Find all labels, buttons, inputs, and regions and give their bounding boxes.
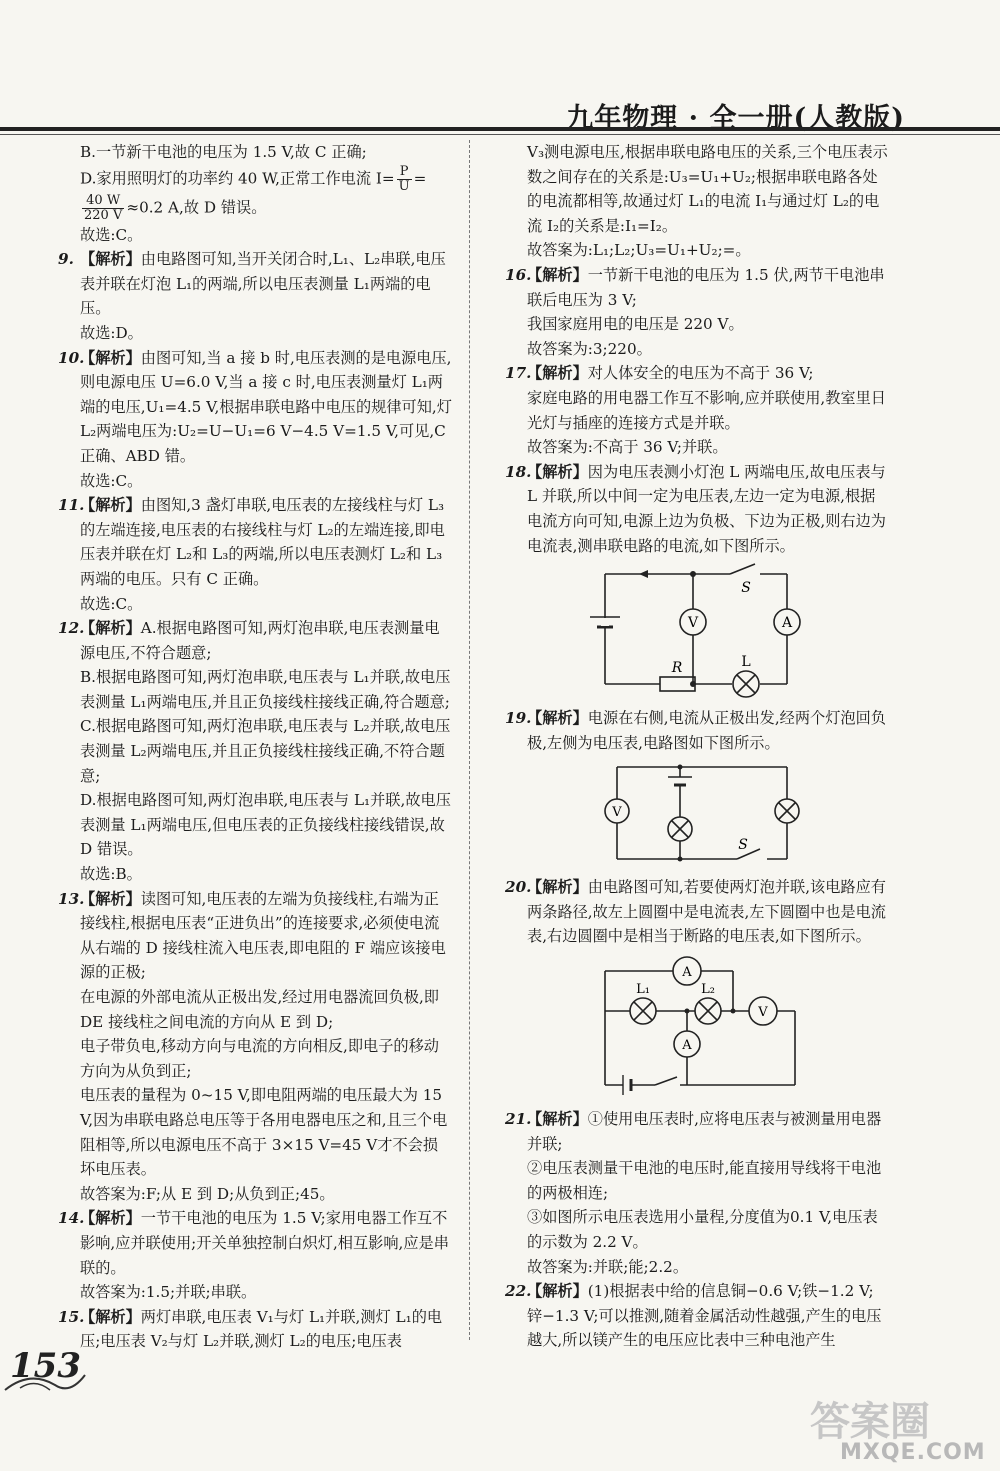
q16-para-2: 我国家庭用电的电压是 220 V。 [527,315,744,334]
svg-text:答案圈: 答案圈 [810,1399,930,1445]
q15: 15.【解析】两灯串联,电压表 V₁与灯 L₁并联,测灯 L₁的电压;电压表 V₂与灯 L₂并联,测灯 L₂的电压;电压表 [58,1307,443,1351]
q10: 10.【解析】由图可知,当 a 接 b 时,电压表测的是电源电压,则电源电压 U=6.0 V,当 a 接 c 时,电压表测量灯 L₁两端的电压,U₁=4.5 V,根据串联电路中电压的规律可知,灯 L₂两端电压为:U₂=U−U₁=6 V−4.5 V=1.5 V,可见,C 正确、ABD 错。 [58,348,452,465]
q13-para-4: 电压表的量程为 0~15 V,即电阻两端的电压最大为 15 V,因为串联电路总电压等于各用电器电压之和,且三个电阻相等,所以电源电压不高于 3×15 V=45 V才不会损坏电压表。 [80,1086,448,1179]
header-title: 九年物理 · 全一册(人教版) [566,103,905,134]
ammeter-bottom-label: A [682,1038,692,1054]
voltmeter-label: V [687,615,699,632]
lamp1-label: L₁ [636,982,650,998]
page-header [0,0,1000,135]
q14-answer: 故答案为:1.5;并联;串联。 [80,1283,257,1302]
q20: 20.【解析】由电路图可知,若要使两灯泡并联,该电路应有两条路径,故左上圆圈中是电流表,左下圆圈中也是电流表,右边圆圈中是相当于断路的电压表,如下图所示。 [505,878,886,946]
q12-option-d: D.根据电路图可知,两灯泡串联,电压表与 L₁并联,故电压表测量 L₁两端电压,但电压表的正负接线柱接线错误,故 D 错误。 [80,791,451,859]
page-number: 153 [10,1346,81,1386]
lamp2-label: L₂ [701,982,715,998]
q17-para-2: 家庭电路的用电器工作互不影响,应并联使用,教室里日光灯与插座的连接方式是并联。 [527,388,886,432]
voltmeter-label: V [758,1005,768,1021]
circuit-diagram-19 [505,759,888,871]
q12-option-b: B.根据电路图可知,两灯泡串联,电压表与 L₁并联,故电压表测量 L₁两端电压,并且正负接线柱接线正确,符合题意; [80,668,451,711]
q15-answer: 故答案为:L₁;L₂;U₃=U₁+U₂;=。 [527,241,751,260]
watermark-text: MXQE.COM [840,1440,986,1465]
q11-answer: 故选:C。 [80,594,143,613]
header-rule-thin [0,134,1000,135]
q13-answer: 故答案为:F;从 E 到 D;从负到正;45。 [80,1184,335,1203]
q8-line-calc: $\frac{40 W}{220 V}$ ≈0.2 A,故 D 错误。 [84,192,267,223]
q9-answer: 故选:D。 [80,323,143,342]
q12: 12.【解析】A.根据电路图可知,两灯泡串联,电压表测量电源电压,不符合题意; [58,619,440,662]
switch-label: S [741,580,751,597]
q11: 11.【解析】由图知,3 盏灯串联,电压表的左接线柱与灯 L₃的左端连接,电压表的右接线柱与灯 L₂的左端连接,即电压表并联在灯 L₂和 L₃的两端,所以电压表测灯 L₂和 L₃两端的电压。只有 C 正确。 [58,496,445,588]
q9: 9. 【解析】由电路图可知,当开关闭合时,L₁、L₂串联,电压表并联在灯泡 L₁的两端,所以电压表测量 L₁两端的电压。 [58,250,446,318]
q21-para-3: ③如图所示电压表选用小量程,分度值为0.1 V,电压表的示数为 2.2 V。 [527,1208,878,1252]
q12-option-c: C.根据电路图可知,两灯泡串联,电压表与 L₂并联,故电压表测量 L₂两端电压,并且正负接线柱接线正确,不符合题意; [80,717,451,785]
column-divider [469,140,470,1340]
voltmeter-label: V [612,805,622,821]
q22: 22.【解析】(1)根据表中给的信息铜−0.6 V;铁−1.2 V;锌−1.3 V;可以推测,随着金属活动性越强,产生的电压越大,所以镁产生的电压应比表中三种电池产生 [505,1282,882,1350]
q8-line-b: B.一节新干电池的电压为 1.5 V,故 C 正确; [80,143,367,161]
q13-para-3: 电子带负电,移动方向与电流的方向相反,即电子的移动方向为从负到正; [80,1037,439,1080]
lamp-label: L [741,654,751,671]
q10-answer: 故选:C。 [80,471,143,490]
circuit-diagram-18 [505,562,888,702]
q16-answer: 故答案为:3;220。 [527,339,652,358]
q15-continued: V₃测电源电压,根据串联电路电压的关系,三个电压表示数之间存在的关系是:U₃=U₁+U₂;根据串联电路各处的电流都相等,故通过灯 L₁的电流 I₁与通过灯 L₂的电流 I₂的关系是:I₁=I₂。 [527,143,888,235]
q21-answer: 故答案为:并联;能;2.2。 [527,1257,689,1276]
q21: 21.【解析】①使用电压表时,应将电压表与被测量用电器并联; [505,1110,882,1153]
q8-answer: 故选:C。 [80,225,143,244]
header-rule [0,127,1000,131]
q14: 14.【解析】一节干电池的电压为 1.5 V;家用电器工作互不影响,应并联使用;开关单独控制白炽灯,相互影响,应是串联的。 [58,1209,449,1277]
fraction-40w-220v: $\frac{40 W}{220 V}$ [84,192,123,223]
ammeter-label: A [781,615,793,632]
q18: 18.【解析】因为电压表测小灯泡 L 两端电压,故电压表与 L 并联,所以中间一定为电压表,左边一定为电源,根据电流方向可知,电源上边为负极、下边为正极,则右边为电流表,测串联电路的电流,如下图所示。 [505,462,886,555]
right-column [505,140,888,1353]
circuit-diagram-20 [505,953,888,1103]
q17: 17.【解析】对人体安全的电压为不高于 36 V; [505,364,814,383]
page-number-swirl [0,1360,90,1400]
q16: 16.【解析】一节新干电池的电压为 1.5 伏,两节干电池串联后电压为 3 V; [505,265,885,309]
ammeter-top-label: A [682,965,692,981]
switch-label: S [738,837,748,854]
q13: 13.【解析】读图可知,电压表的左端为负接线柱,右端为正接线柱,根据电压表“正进负出”的连接要求,必须使电流从右端的 D 接线柱流入电压表,即电阻的 F 端应该接电源的正极; [58,889,446,982]
resistor-label: R [671,660,683,677]
q21-para-2: ②电压表测量干电池的电压时,能直接用导线将干电池的两极相连; [527,1159,882,1202]
q12-answer: 故选:B。 [80,865,142,884]
q19: 19.【解析】电源在右侧,电流从正极出发,经两个灯泡回负极,左侧为电压表,电路图如下图所示。 [505,709,886,752]
left-column [58,140,453,1354]
q17-answer: 故答案为:不高于 36 V;并联。 [527,438,728,457]
q8-line-d: D.家用照明灯的功率约 40 W,正常工作电流 I= $\frac{P}{U}$ = [80,163,427,194]
fraction-p-over-u: $\frac{P}{U}$ [398,163,410,194]
q13-para-2: 在电源的外部电流从正极出发,经过用电器流回负极,即 DE 接线柱之间电流的方向从 E 到 D; [80,988,439,1031]
